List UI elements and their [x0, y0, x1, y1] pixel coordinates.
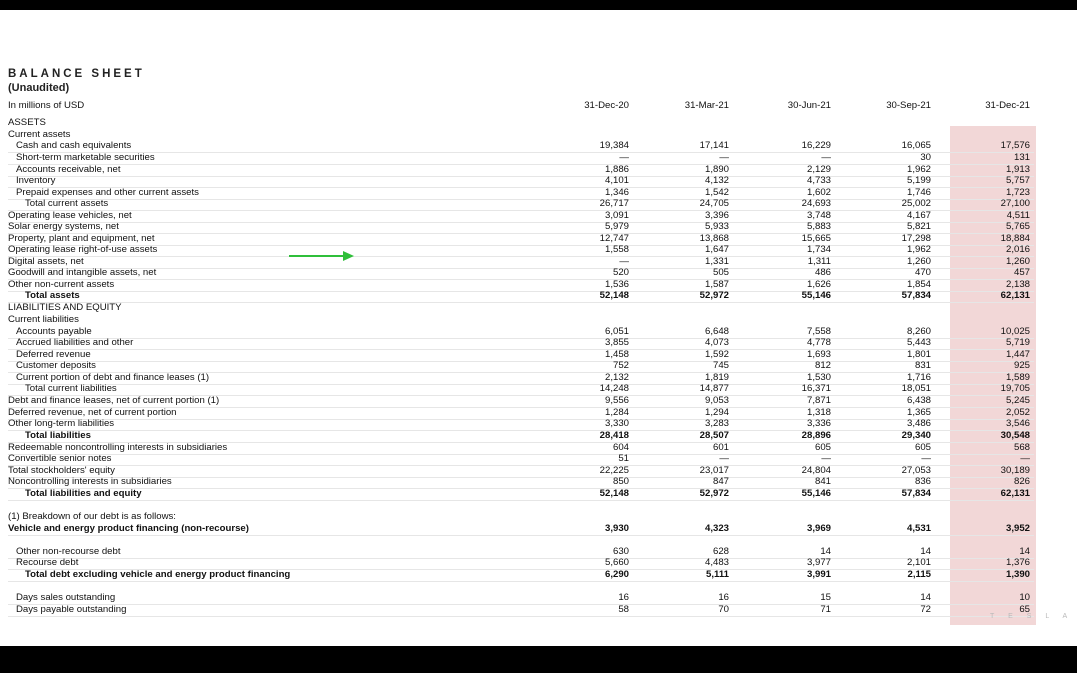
table-row	[8, 314, 1034, 326]
row-label: (1) Breakdown of our debt is as follows:	[8, 511, 176, 522]
cell-value: 1,331	[704, 256, 729, 267]
row-label: Total liabilities	[25, 430, 91, 441]
cell-value: —	[821, 453, 831, 464]
row-label: Deferred revenue, net of current portion	[8, 407, 177, 418]
cell-value: 2,052	[1005, 407, 1030, 418]
cell-value: 6,648	[704, 326, 729, 337]
cell-value: 2,138	[1005, 279, 1030, 290]
cell-value: 847	[712, 476, 729, 487]
row-label: Operating lease right-of-use assets	[8, 244, 158, 255]
cell-value: 28,507	[699, 430, 729, 441]
cell-value: 1,913	[1005, 164, 1030, 175]
cell-value: 1,716	[906, 372, 931, 383]
row-label: Total debt excluding vehicle and energy product financing	[25, 569, 291, 580]
table-row	[8, 267, 1034, 280]
cell-value: 5,757	[1005, 175, 1030, 186]
cell-value: 3,930	[604, 523, 629, 534]
table-row	[8, 117, 1034, 129]
row-label: Prepaid expenses and other current assets	[16, 187, 199, 198]
cell-value: 16,229	[801, 140, 831, 151]
cell-value: 14,877	[699, 383, 729, 394]
row-label: Total stockholders' equity	[8, 465, 115, 476]
cell-value: 1,536	[604, 279, 629, 290]
cell-value: 17,576	[1000, 140, 1030, 151]
cell-value: 6,438	[906, 395, 931, 406]
cell-value: 14	[1019, 546, 1030, 557]
table-row	[8, 302, 1034, 314]
cell-value: 605	[814, 442, 831, 453]
cell-value: 1,962	[906, 244, 931, 255]
column-header: 30-Sep-21	[886, 100, 931, 111]
cell-value: 3,486	[906, 418, 931, 429]
cell-value: 2,129	[806, 164, 831, 175]
cell-value: 27,053	[901, 465, 931, 476]
cell-value: 13,868	[699, 233, 729, 244]
cell-value: 1,693	[806, 349, 831, 360]
cell-value: 5,443	[906, 337, 931, 348]
cell-value: 4,167	[906, 210, 931, 221]
cell-value: 1,284	[604, 407, 629, 418]
cell-value: 1,723	[1005, 187, 1030, 198]
cell-value: 1,558	[604, 244, 629, 255]
cell-value: 3,991	[806, 569, 831, 580]
cell-value: 10,025	[1000, 326, 1030, 337]
table-row	[8, 360, 1034, 373]
cell-value: 62,131	[1000, 290, 1030, 301]
row-label: Digital assets, net	[8, 256, 84, 267]
cell-value: 5,883	[806, 221, 831, 232]
cell-value: 24,804	[801, 465, 831, 476]
cell-value: 24,693	[801, 198, 831, 209]
table-row	[8, 488, 1034, 501]
cell-value: 605	[914, 442, 931, 453]
table-row	[8, 244, 1034, 257]
row-label: Vehicle and energy product financing (non-recourse)	[8, 523, 249, 534]
cell-value: 55,146	[801, 488, 831, 499]
cell-value: 4,733	[806, 175, 831, 186]
row-label: Accounts receivable, net	[16, 164, 121, 175]
cell-value: 55,146	[801, 290, 831, 301]
table-row	[8, 511, 1034, 523]
cell-value: 3,336	[806, 418, 831, 429]
cell-value: 12,747	[599, 233, 629, 244]
row-label: Total liabilities and equity	[25, 488, 142, 499]
cell-value: 1,854	[906, 279, 931, 290]
cell-value: 5,765	[1005, 221, 1030, 232]
cell-value: 29,340	[901, 430, 931, 441]
cell-value: 72	[920, 604, 931, 615]
cell-value: 628	[712, 546, 729, 557]
cell-value: —	[1020, 453, 1030, 464]
cell-value: 58	[618, 604, 629, 615]
row-label: ASSETS	[8, 117, 46, 128]
units-label: In millions of USD	[8, 100, 85, 111]
cell-value: 6,290	[604, 569, 629, 580]
cell-value: 3,977	[806, 557, 831, 568]
cell-value: 7,871	[806, 395, 831, 406]
cell-value: 3,091	[604, 210, 629, 221]
cell-value: 18,051	[901, 383, 931, 394]
cell-value: 52,148	[599, 488, 629, 499]
row-label: Days payable outstanding	[16, 604, 127, 615]
row-label: Goodwill and intangible assets, net	[8, 267, 157, 278]
cell-value: 131	[1013, 152, 1030, 163]
table-row	[8, 569, 1034, 582]
cell-value: 19,384	[599, 140, 629, 151]
cell-value: 1,819	[704, 372, 729, 383]
cell-value: 15	[820, 592, 831, 603]
cell-value: 1,530	[806, 372, 831, 383]
cell-value: 601	[712, 442, 729, 453]
cell-value: 1,390	[1005, 569, 1030, 580]
row-label: Total assets	[25, 290, 80, 301]
cell-value: 520	[612, 267, 629, 278]
row-label: Days sales outstanding	[16, 592, 116, 603]
cell-value: 1,318	[806, 407, 831, 418]
watermark-logo: T E S L A	[990, 613, 1074, 620]
cell-value: 22,225	[599, 465, 629, 476]
cell-value: 9,053	[704, 395, 729, 406]
cell-value: 752	[612, 360, 629, 371]
row-label: Current portion of debt and finance leases (1)	[16, 372, 210, 383]
row-label: Total current assets	[25, 198, 109, 209]
row-label: Total current liabilities	[25, 383, 117, 394]
row-label: Accrued liabilities and other	[16, 337, 134, 348]
cell-value: —	[719, 152, 729, 163]
cell-value: 1,602	[806, 187, 831, 198]
cell-value: 2,101	[906, 557, 931, 568]
cell-value: 1,801	[906, 349, 931, 360]
cell-value: 3,969	[806, 523, 831, 534]
cell-value: 17,298	[901, 233, 931, 244]
cell-value: 1,886	[604, 164, 629, 175]
cell-value: 4,323	[704, 523, 729, 534]
table-header	[8, 100, 1034, 112]
cell-value: 850	[612, 476, 629, 487]
table-row	[8, 221, 1034, 234]
row-label: Cash and cash equivalents	[16, 140, 132, 151]
table-row	[8, 198, 1034, 211]
cell-value: 568	[1013, 442, 1030, 453]
cell-value: 1,626	[806, 279, 831, 290]
cell-value: 5,719	[1005, 337, 1030, 348]
cell-value: 5,111	[706, 569, 729, 580]
cell-value: 5,660	[604, 557, 629, 568]
table-row	[8, 152, 1034, 165]
cell-value: 1,311	[807, 256, 831, 267]
table-row	[8, 395, 1034, 408]
table-row	[8, 175, 1034, 188]
cell-value: 14	[820, 546, 831, 557]
cell-value: 3,855	[604, 337, 629, 348]
cell-value: 4,073	[704, 337, 729, 348]
cell-value: 630	[612, 546, 629, 557]
cell-value: 2,115	[907, 569, 931, 580]
cell-value: 1,365	[906, 407, 931, 418]
cell-value: 5,199	[906, 175, 931, 186]
cell-value: 28,418	[599, 430, 629, 441]
cell-value: 70	[718, 604, 729, 615]
cell-value: 7,558	[806, 326, 831, 337]
cell-value: 52,148	[599, 290, 629, 301]
cell-value: 16	[618, 592, 629, 603]
cell-value: 4,511	[1006, 210, 1030, 221]
cell-value: 1,890	[704, 164, 729, 175]
row-label: Operating lease vehicles, net	[8, 210, 132, 221]
cell-value: 1,542	[704, 187, 729, 198]
cell-value: 5,245	[1005, 395, 1030, 406]
row-label: Redeemable noncontrolling interests in subsidiaries	[8, 442, 228, 453]
row-label: Other non-recourse debt	[16, 546, 121, 557]
cell-value: —	[821, 152, 831, 163]
cell-value: 14	[920, 546, 931, 557]
cell-value: 16	[718, 592, 729, 603]
row-label: Short-term marketable securities	[16, 152, 155, 163]
cell-value: 10	[1019, 592, 1030, 603]
cell-value: 1,746	[906, 187, 931, 198]
table-row	[8, 523, 1034, 536]
cell-value: 16,065	[901, 140, 931, 151]
cell-value: 51	[618, 453, 629, 464]
cell-value: 3,283	[704, 418, 729, 429]
table-row	[8, 140, 1034, 153]
cell-value: 30,189	[1000, 465, 1030, 476]
table-row	[8, 592, 1034, 605]
cell-value: 9,556	[604, 395, 629, 406]
table-row	[8, 476, 1034, 489]
cell-value: 2,132	[604, 372, 629, 383]
cell-value: 52,972	[699, 290, 729, 301]
column-header: 30-Jun-21	[787, 100, 831, 111]
cell-value: 1,376	[1005, 557, 1030, 568]
cell-value: 1,587	[704, 279, 729, 290]
row-label: Deferred revenue	[16, 349, 91, 360]
cell-value: 812	[814, 360, 831, 371]
cell-value: 1,962	[906, 164, 931, 175]
cell-value: 5,821	[906, 221, 931, 232]
cell-value: 17,141	[699, 140, 729, 151]
cell-value: 57,834	[901, 290, 931, 301]
row-label: Debt and finance leases, net of current portion (1)	[8, 395, 220, 406]
cell-value: 23,017	[699, 465, 729, 476]
cell-value: 3,952	[1005, 523, 1030, 534]
cell-value: 1,294	[704, 407, 729, 418]
cell-value: 470	[914, 267, 931, 278]
table-row	[8, 430, 1034, 443]
cell-value: 52,972	[699, 488, 729, 499]
column-header: 31-Mar-21	[684, 100, 729, 111]
row-label: Accounts payable	[16, 326, 92, 337]
table-row	[8, 129, 1034, 141]
row-label: LIABILITIES AND EQUITY	[8, 302, 122, 313]
document-title: BALANCE SHEET	[8, 68, 145, 80]
cell-value: 27,100	[1000, 198, 1030, 209]
cell-value: 831	[914, 360, 931, 371]
cell-value: 3,396	[704, 210, 729, 221]
cell-value: 826	[1013, 476, 1030, 487]
cell-value: —	[619, 152, 629, 163]
cell-value: 28,896	[801, 430, 831, 441]
cell-value: 1,592	[704, 349, 729, 360]
cell-value: —	[921, 453, 931, 464]
cell-value: 1,589	[1005, 372, 1030, 383]
cell-value: 65	[1019, 604, 1030, 615]
cell-value: 57,834	[901, 488, 931, 499]
row-label: Solar energy systems, net	[8, 221, 119, 232]
row-label: Current assets	[8, 129, 71, 140]
cell-value: 4,483	[704, 557, 729, 568]
table-row	[8, 383, 1034, 396]
cell-value: 8,260	[906, 326, 931, 337]
cell-value: 4,778	[806, 337, 831, 348]
table-row	[8, 290, 1034, 303]
table-row	[8, 453, 1034, 466]
cell-value: 2,016	[1005, 244, 1030, 255]
cell-value: 4,531	[906, 523, 931, 534]
cell-value: 1,346	[604, 187, 629, 198]
cell-value: 19,705	[1000, 383, 1030, 394]
cell-value: 1,647	[704, 244, 729, 255]
cell-value: 26,717	[599, 198, 629, 209]
cell-value: 4,132	[704, 175, 729, 186]
cell-value: 5,933	[704, 221, 729, 232]
column-header: 31-Dec-20	[584, 100, 629, 111]
cell-value: 16,371	[801, 383, 831, 394]
row-label: Noncontrolling interests in subsidiaries	[8, 476, 172, 487]
cell-value: 836	[914, 476, 931, 487]
cell-value: 1,447	[1005, 349, 1030, 360]
row-label: Customer deposits	[16, 360, 96, 371]
cell-value: 5,979	[604, 221, 629, 232]
cell-value: 62,131	[1000, 488, 1030, 499]
document-subtitle: (Unaudited)	[8, 82, 70, 94]
row-label: Other non-current assets	[8, 279, 115, 290]
cell-value: 4,101	[604, 175, 629, 186]
column-header: 31-Dec-21	[985, 100, 1030, 111]
cell-value: 30,548	[1000, 430, 1030, 441]
row-label: Property, plant and equipment, net	[8, 233, 155, 244]
row-label: Convertible senior notes	[8, 453, 112, 464]
cell-value: 3,330	[604, 418, 629, 429]
cell-value: 505	[712, 267, 729, 278]
row-label: Other long-term liabilities	[8, 418, 115, 429]
cell-value: 1,458	[604, 349, 629, 360]
cell-value: 25,002	[901, 198, 931, 209]
cell-value: 1,260	[1005, 256, 1030, 267]
cell-value: 457	[1013, 267, 1030, 278]
row-label: Inventory	[16, 175, 56, 186]
cell-value: 925	[1013, 360, 1030, 371]
balance-sheet-document	[0, 10, 1077, 646]
cell-value: —	[619, 256, 629, 267]
cell-value: 30	[920, 152, 931, 163]
cell-value: 14,248	[599, 383, 629, 394]
cell-value: 745	[712, 360, 729, 371]
cell-value: 3,546	[1005, 418, 1030, 429]
table-row	[8, 337, 1034, 350]
cell-value: 18,884	[1000, 233, 1030, 244]
cell-value: 6,051	[604, 326, 629, 337]
cell-value: 486	[814, 267, 831, 278]
cell-value: —	[719, 453, 729, 464]
cell-value: 15,665	[801, 233, 831, 244]
cell-value: 3,748	[806, 210, 831, 221]
cell-value: 841	[814, 476, 831, 487]
table-row	[8, 604, 1034, 617]
cell-value: 1,260	[906, 256, 931, 267]
row-label: Recourse debt	[16, 557, 79, 568]
table-row	[8, 557, 1034, 570]
table-row	[8, 418, 1034, 431]
row-label: Current liabilities	[8, 314, 79, 325]
cell-value: 24,705	[699, 198, 729, 209]
cell-value: 1,734	[806, 244, 831, 255]
cell-value: 604	[612, 442, 629, 453]
green-arrow-icon	[289, 250, 355, 262]
cell-value: 71	[820, 604, 831, 615]
cell-value: 14	[920, 592, 931, 603]
